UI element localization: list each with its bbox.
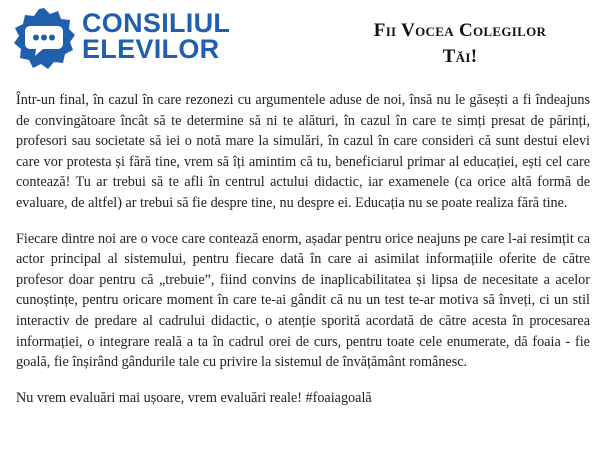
paragraph-2: Fiecare dintre noi are o voce care contează enorm, așadar pentru orice neajuns pe care l-ai resimțit ca actor principal al sistemului, pentru fiecare dată în care ai asimilat informațiile oferite de către profesor doar pentru că „trebuie”, fiind convins de inaplicabilitatea și lipsa de necesitate a acelor cunoștințe, pentru oricare moment în care te-ai gândit că nu un test te-ar motiva să înveți, ci un stil interactiv de predare al cadrului didactic, o atenție sporită acordată de către acesta în procesarea informației, o integrare reală a ta în cadrul orei de curs, pentru toate cele enumerate, dă foaia - fie goală, fie înșirând gândurile tale cu privire la sistemul de învățământ românesc. bbox=[16, 230, 590, 371]
paragraph-1: Într-un final, în cazul în care rezonezi cu argumentele aduse de noi, însă nu le găsești a fi îndeajuns de convingătoare încât să te determine să ni te alături, în cazul în care te simți presat de părinți, profesori sau societate să iei o notă mare la simulări, în cazul în care consideri că sunt destui elevi care vor protesta și fără tine, vrem să îți amintim că tu, beneficiarul primar al educației, ești cel care contează! Tu ar trebui să te afli în centrul actului didactic, iar examenele (ca orice altă formă de evaluare, de altfel) ar trebui să fie despre tine, nu despre ei. Educația nu se poate realiza fără tine. bbox=[16, 92, 590, 211]
consiliul-elevilor-logo bbox=[12, 6, 231, 72]
logo-wordmark bbox=[82, 10, 230, 62]
logo-line-2: ELEVILOR bbox=[82, 34, 220, 64]
logo-line-1: CONSILIUL bbox=[82, 8, 231, 38]
body-text bbox=[16, 90, 590, 408]
paragraph-3: Nu vrem evaluări mai ușoare, vrem evaluări reale! #foaiagoală bbox=[16, 389, 372, 406]
motto-line-2: Tăi! bbox=[442, 46, 478, 67]
speech-bubble-badge-icon bbox=[12, 6, 76, 70]
motto-line-1: Fii Vocea Colegilor bbox=[373, 20, 547, 41]
header bbox=[0, 0, 606, 80]
motto-heading bbox=[330, 18, 590, 70]
